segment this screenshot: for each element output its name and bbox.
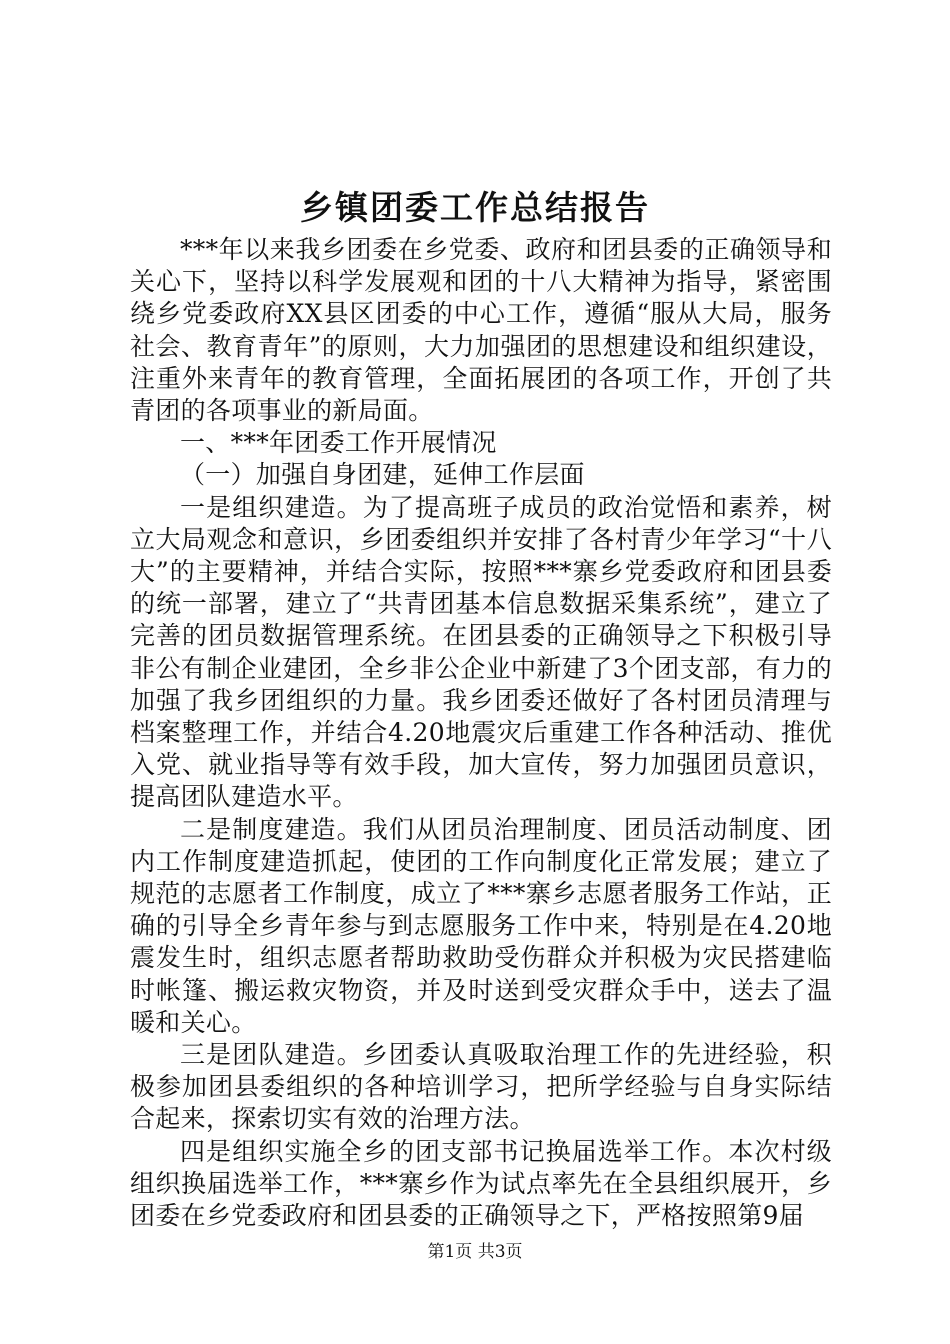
system-paragraph: 二是制度建造。我们从团员治理制度、团员活动制度、团内工作制度建造抓起，使团的工作向制度化正常发展；建立了规范的志愿者工作制度，成立了***寨乡志愿者服务工作站，正确的引导全乡青年参与到志愿服务工作中来，特别是在4.20地震发生时，组织志愿者帮助救助受伤群众并积极为灾民搭建临时帐篷、搬运救灾物资，并及时送到受灾群众手中，送去了温暖和关心。 [130,814,832,1037]
document-body [130,234,832,1232]
team-paragraph: 三是团队建造。乡团委认真吸取治理工作的先进经验，积极参加团县委组织的各种培训学习，把所学经验与自身实际结合起来，探索切实有效的治理方法。 [130,1040,832,1134]
election-paragraph: 四是组织实施全乡的团支部书记换届选举工作。本次村级组织换届选举工作，***寨乡作为试点率先在全县组织展开，乡团委在乡党委政府和团县委的正确领导之下，严格按照第9届 [130,1136,832,1231]
page-footer: 第1页 共3页 [427,1242,523,1262]
intro-paragraph: ***年以来我乡团委在乡党委、政府和团县委的正确领导和关心下，坚持以科学发展观和团的十八大精神为指导，紧密围绕乡党委政府XX县区团委的中心工作，遵循“服从大局，服务社会、教育青年”的原则，大力加强团的思想建设和组织建设，注重外来青年的教育管理，全面拓展团的各项工作，开创了共青团的各项事业的新局面。 [130,235,832,426]
subsection-heading: （一）加强自身团建，延伸工作层面 [180,460,585,490]
document-title: 乡镇团委工作总结报告 [300,188,650,227]
section-heading: 一、***年团委工作开展情况 [180,428,497,458]
organization-paragraph: 一是组织建造。为了提高班子成员的政治觉悟和素养，树立大局观念和意识，乡团委组织并安排了各村青少年学习“十八大”的主要精神，并结合实际，按照***寨乡党委政府和团县委的统一部署，建立了“共青团基本信息数据采集系统”，建立了完善的团员数据管理系统。在团县委的正确领导之下积极引导非公有制企业建团，全乡非公企业中新建了3个团支部，有力的加强了我乡团组织的力量。我乡团委还做好了各村团员清理与档案整理工作，并结合4.20地震灾后重建工作各种活动、推优入党、就业指导等有效手段，加大宣传，努力加强团员意识，提高团队建造水平。 [130,492,832,812]
